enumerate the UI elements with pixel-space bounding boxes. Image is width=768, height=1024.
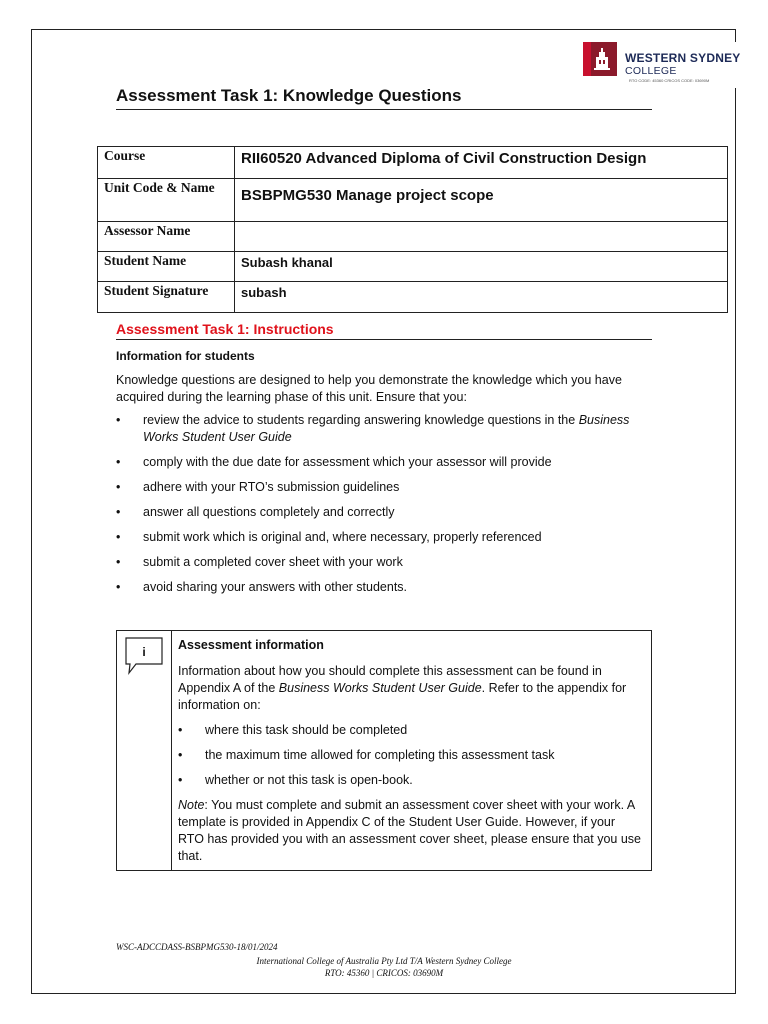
course-label: Course <box>98 147 235 179</box>
list-item: • comply with the due date for assessment which your assessor will provide <box>116 454 656 471</box>
assessment-info-box <box>116 630 652 871</box>
page-title: Assessment Task 1: Knowledge Questions <box>116 86 652 110</box>
table-row <box>98 282 728 313</box>
info-icon-column <box>117 631 172 870</box>
student-signature-value[interactable]: subash <box>235 282 728 313</box>
info-icon-letter: i <box>142 645 146 659</box>
assessor-name-label: Assessor Name <box>98 222 235 252</box>
list-item: • avoid sharing your answers with other students. <box>116 579 656 596</box>
note-paragraph: Note: You must complete and submit an assessment cover sheet with your work. A template is provided in Appendix C of the Student User Guide. However, if your RTO has provided you with an assessment cover sheet, please ensure that you use that. <box>178 798 641 863</box>
list-item: • where this task should be completed <box>178 722 644 739</box>
course-value: RII60520 Advanced Diploma of Civil Construction Design <box>235 147 728 179</box>
table-row <box>98 147 728 179</box>
tower-crest-icon <box>583 42 617 76</box>
details-table <box>97 146 728 313</box>
student-signature-label: Student Signature <box>98 282 235 313</box>
instructions-list <box>116 412 656 604</box>
logo-rto-code: RTO CODE: 45360 CRICOS CODE: 03690M <box>629 78 710 83</box>
instructions-heading: Assessment Task 1: Instructions <box>116 321 652 340</box>
info-speech-bubble-icon <box>124 636 164 676</box>
assessment-info-paragraph: Information about how you should complete this assessment can be found in Appendix A of the Business Works Student User Guide. Refer to the appendix for information on: <box>178 664 627 712</box>
list-item: • answer all questions completely and correctly <box>116 504 656 521</box>
unit-code-value: BSBPMG530 Manage project scope <box>235 179 728 222</box>
college-logo <box>583 42 743 88</box>
assessment-info-content <box>178 638 644 873</box>
footer-rto: RTO: 45360 | CRICOS: 03690M <box>324 968 444 978</box>
list-item: • review the advice to students regarding answering knowledge questions in the Business Works Student User Guide <box>116 412 656 445</box>
list-item: • submit work which is original and, where necessary, properly referenced <box>116 529 656 546</box>
table-row <box>98 252 728 282</box>
footer-doc-code: WSC-ADCCDASS-BSBPMG530-18/01/2024 <box>116 942 278 952</box>
list-item: • adhere with your RTO’s submission guidelines <box>116 479 656 496</box>
assessment-info-heading: Assessment information <box>178 638 324 652</box>
footer-company: International College of Australia Pty Ltd T/A Western Sydney College <box>256 956 512 966</box>
logo-name-line1: WESTERN SYDNEY <box>625 51 741 65</box>
list-item: • submit a completed cover sheet with your work <box>116 554 656 571</box>
list-item: • the maximum time allowed for completing this assessment task <box>178 747 644 764</box>
student-name-label: Student Name <box>98 252 235 282</box>
intro-paragraph: Knowledge questions are designed to help you demonstrate the knowledge which you have acquired during the learning phase of this unit. Ensure that you: <box>116 373 622 404</box>
list-item: • whether or not this task is open-book. <box>178 772 644 789</box>
logo-name-line2: COLLEGE <box>625 65 677 77</box>
assessment-info-list <box>178 722 644 789</box>
unit-code-label: Unit Code & Name <box>98 179 235 222</box>
table-row <box>98 179 728 222</box>
assessor-name-value[interactable] <box>235 222 728 252</box>
table-row <box>98 222 728 252</box>
information-subheading: Information for students <box>116 349 255 363</box>
student-name-value[interactable]: Subash khanal <box>235 252 728 282</box>
